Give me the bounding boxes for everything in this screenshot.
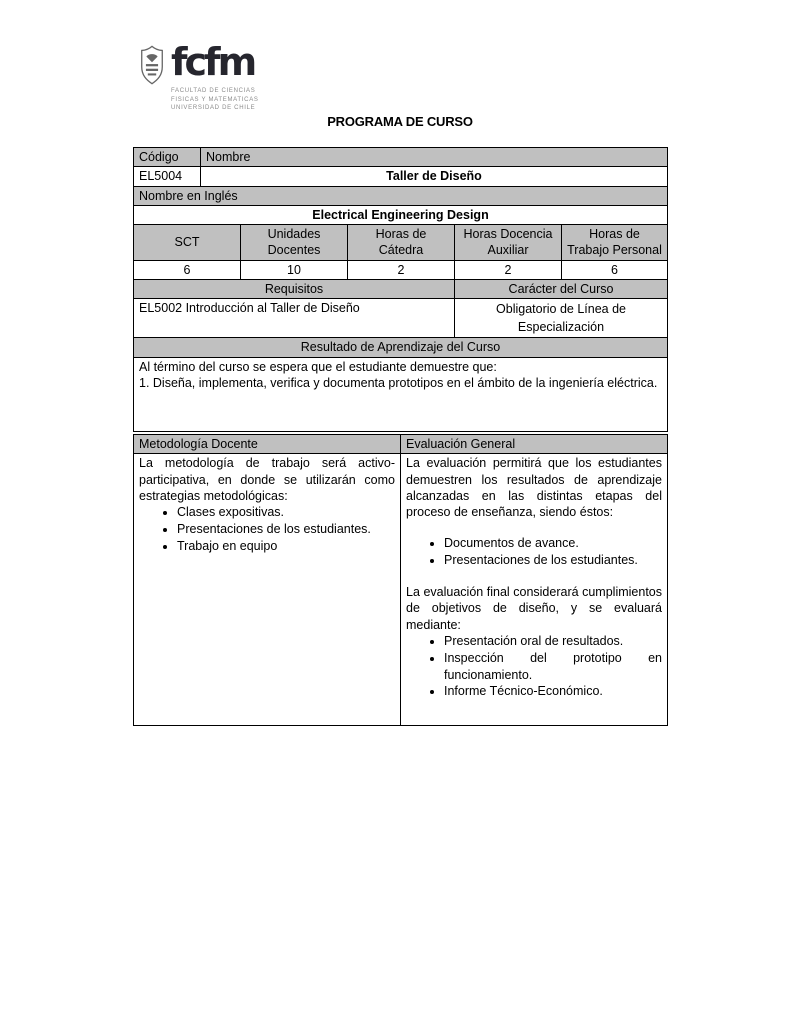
evaluacion-bullets-1	[406, 535, 662, 569]
caracter-label: Carácter del Curso	[455, 279, 668, 298]
evaluacion-intro: La evaluación permitirá que los estudiantes demuestren los resultados de aprendizaje alcanzadas en las distintas etapas del proceso de enseñanza, siendo éstos:	[406, 456, 662, 519]
value-horas-docencia-auxiliar: 2	[455, 260, 562, 279]
course-info-table	[133, 147, 668, 432]
faculty-name-line1: FACULTAD DE CIENCIAS	[171, 88, 256, 95]
nombre-ingles-value: Electrical Engineering Design	[134, 205, 668, 224]
university-logo	[138, 40, 259, 113]
metodologia-header: Metodología Docente	[134, 435, 401, 454]
bullet-item: • Presentaciones de los estudiantes.	[444, 552, 662, 569]
faculty-name-line2: FISICAS Y MATEMATICAS	[171, 96, 259, 103]
value-horas-catedra: 2	[348, 260, 455, 279]
spacer	[406, 520, 662, 535]
resultado-content	[134, 357, 668, 431]
resultado-intro: Al término del curso se espera que el estudiante demuestre que:	[139, 359, 497, 374]
evaluacion-bullets-2	[406, 633, 662, 701]
metodologia-content	[134, 454, 401, 726]
header-horas-catedra: Horas de Cátedra	[348, 225, 455, 261]
caracter-value: Obligatorio de Línea de Especialización	[455, 299, 668, 338]
methodology-evaluation-table	[133, 434, 668, 726]
bullet-item: • Trabajo en equipo	[177, 538, 395, 555]
brand-wordmark: fcfm	[171, 40, 255, 84]
header-sct: SCT	[134, 225, 241, 261]
resultado-label: Resultado de Aprendizaje del Curso	[134, 338, 668, 357]
spacer	[406, 569, 662, 584]
nombre-ingles-label: Nombre en Inglés	[134, 186, 668, 205]
university-crest-icon	[138, 44, 166, 86]
bullet-item: • Inspección del prototipo en funcionamiento.	[444, 650, 662, 684]
bullet-item: • Clases expositivas.	[177, 504, 395, 521]
header-horas-docencia-auxiliar: Horas Docencia Auxiliar	[455, 225, 562, 261]
page-title: PROGRAMA DE CURSO	[327, 114, 473, 129]
codigo-value: EL5004	[134, 167, 201, 186]
nombre-value: Taller de Diseño	[201, 167, 668, 186]
nombre-label: Nombre	[201, 148, 668, 167]
bullet-item: • Informe Técnico-Económico.	[444, 683, 662, 700]
requisitos-value: EL5002 Introducción al Taller de Diseño	[134, 299, 455, 338]
header-unidades-docentes: Unidades Docentes	[241, 225, 348, 261]
evaluacion-header: Evaluación General	[401, 435, 668, 454]
bullet-item: • Presentaciones de los estudiantes.	[177, 521, 395, 538]
bullet-item: • Documentos de avance.	[444, 535, 662, 552]
resultado-item: 1. Diseña, implementa, verifica y documenta prototipos en el ámbito de la ingeniería eléctrica.	[139, 375, 658, 390]
value-horas-trabajo-personal: 6	[562, 260, 668, 279]
metodologia-intro: La metodología de trabajo será activo-participativa, en donde se utilizarán como estrategias metodológicas:	[139, 456, 395, 503]
codigo-label: Código	[134, 148, 201, 167]
faculty-name-line3: UNIVERSIDAD DE CHILE	[171, 105, 256, 112]
evaluacion-content	[401, 454, 668, 726]
faculty-name	[171, 87, 259, 113]
value-sct: 6	[134, 260, 241, 279]
metodologia-bullets	[139, 504, 395, 555]
requisitos-label: Requisitos	[134, 279, 455, 298]
header-horas-trabajo-personal: Horas de Trabajo Personal	[562, 225, 668, 261]
bullet-item: • Presentación oral de resultados.	[444, 633, 662, 650]
evaluacion-para-2: La evaluación final considerará cumplimientos de objetivos de diseño, y se evaluará mediante:	[406, 585, 662, 632]
value-unidades-docentes: 10	[241, 260, 348, 279]
